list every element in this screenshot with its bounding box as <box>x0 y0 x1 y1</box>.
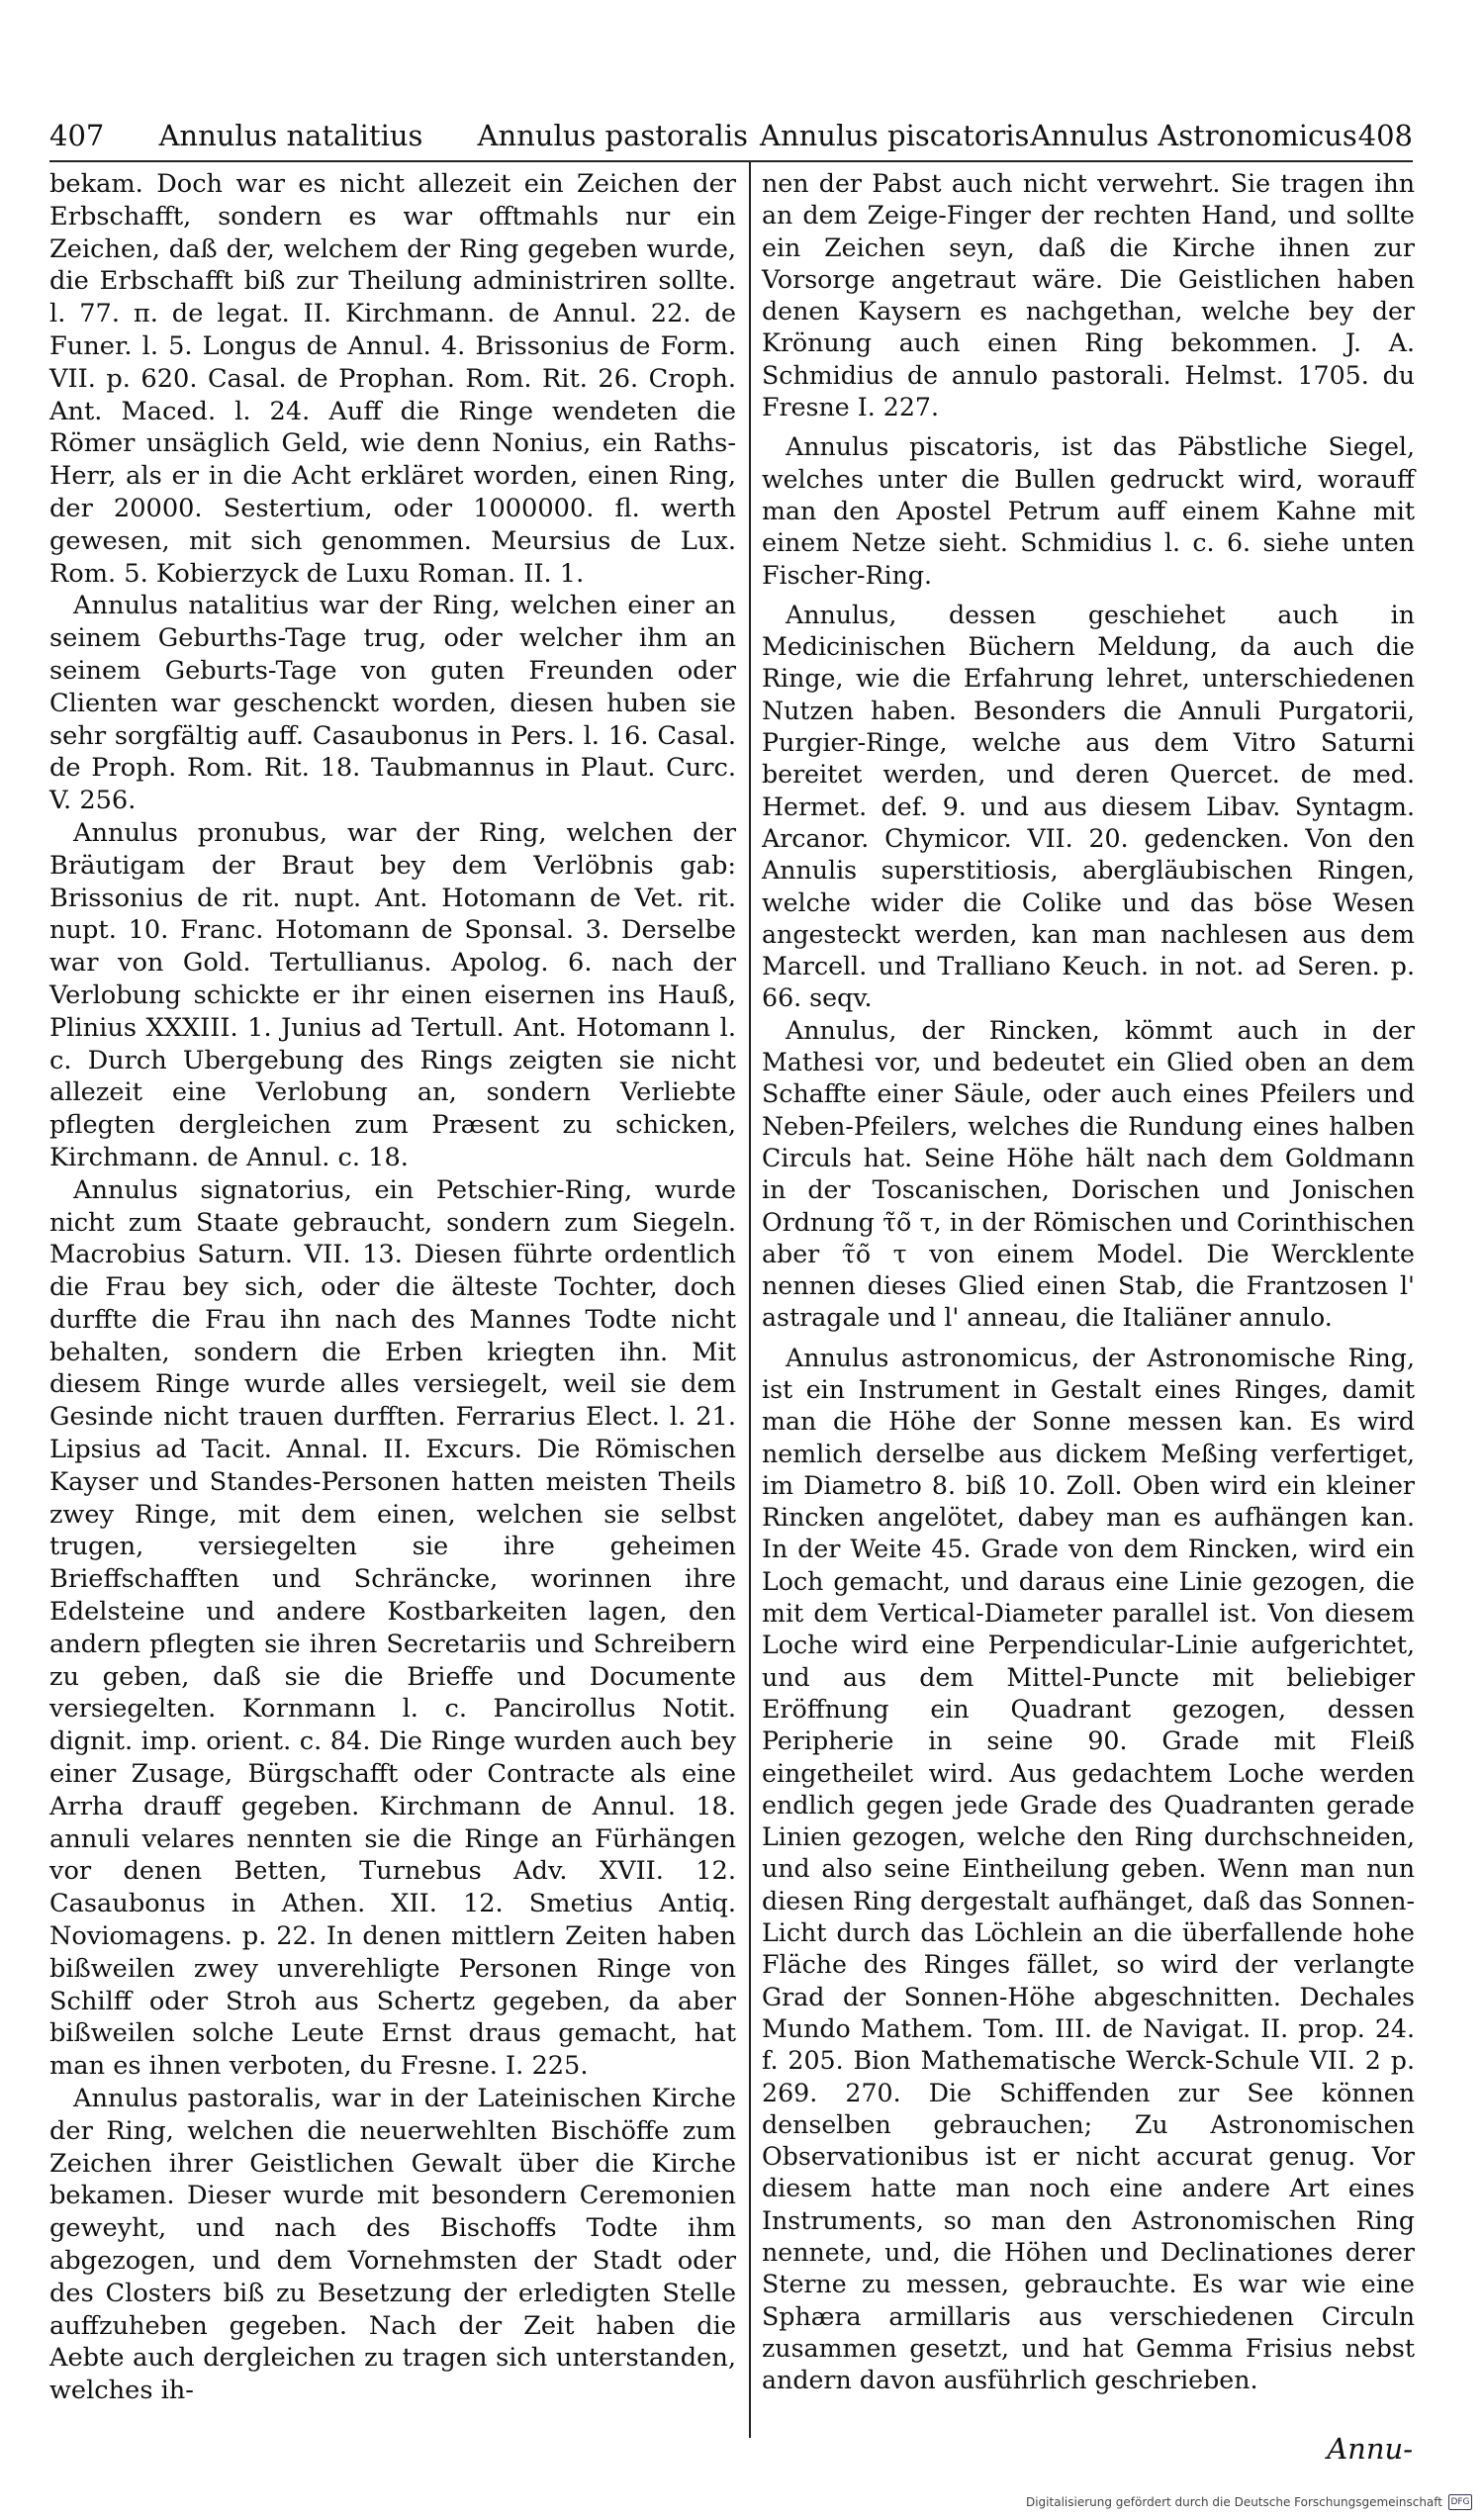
paragraph-annulus-rincken: Annulus, der Rincken, kömmt auch in der Mathesi vor, und bedeutet ein Glied oben an dem Schaffte einer Säule, oder auch eines Pfeilers und Neben-Pfeilers, welches die Rundung eines halben Circuls hat. Seine Höhe hält nach dem Goldmann in der Toscanischen, Dorischen und Jonischen Ordnung τ̃ο̃ τ, in der Römischen und Corinthischen aber τ̃ο̃ τ von einem Model. Die Wercklente nennen dieses Glied einen Stab, die Frantzosen l' astragale und l' anneau, die Italiäner annulo. <box>762 1015 1415 1333</box>
header-title-astronomicus: Annulus Astronomicus <box>1030 119 1357 152</box>
dfg-logo-icon: DFG <box>1448 2494 1472 2510</box>
right-column <box>762 168 1415 2396</box>
left-column <box>49 168 736 2407</box>
header-title-piscatoris: Annulus piscatoris <box>760 119 1030 152</box>
paragraph-annulus-signatorius: Annulus signatorius, ein Petschier-Ring, wurde nicht zum Staate gebraucht, sondern zum Siegeln. Macrobius Saturn. VII. 13. Diesen führte ordentlich die Frau bey sich, oder die älteste Tochter, doch durffte die Frau ihn nach des Mannes Todte nicht behalten, sondern die Erben kriegten ihn. Mit diesem Ringe wurde alles versiegelt, weil sie dem Gesinde nicht trauen durfften. Ferrarius Elect. l. 21. Lipsius ad Tacit. Annal. II. Excurs. Die Römischen Kayser und Standes-Personen hatten meisten Theils zwey Ringe, mit dem einen, welchen sie selbst trugen, versiegelten sie ihre geheimen Brieffschafften und Schräncke, worinnen ihre Edelsteine und andere Kostbarkeiten lagen, den andern pflegten sie ihren Secretariis und Schreibern zu geben, daß sie die Brieffe und Documente versiegelten. Kornmann l. c. Pancirollus Notit. dignit. imp. orient. c. 84. Die Ringe wurden auch bey einer Zusage, Bürgschafft oder Contracte als eine Arrha drauff gegeben. Kirchmann de Annul. 18. annuli velares nennten sie die Ringe an Fürhängen vor denen Betten, Turnebus Adv. XVII. 12. Casaubonus in Athen. XII. 12. Smetius Antiq. Noviomagens. p. 22. In denen mittlern Zeiten haben bißweilen zwey unverehligte Personen Ringe von Schilff oder Stroh aus Schertz gegeben, da aber bißweilen solche Leute Ernst draus gemacht, hat man es ihnen verboten, du Fresne. I. 225. <box>49 1174 736 2082</box>
paragraph-annulus-pastoralis: Annulus pastoralis, war in der Lateinischen Kirche der Ring, welchen die neuerwehlten Bischöffe zum Zeichen ihrer Geistlichen Gewalt über die Kirche bekamen. Dieser wurde mit besondern Ceremonien geweyht, und nach des Bischoffs Todte ihm abgezogen, und dem Vornehmsten der Stadt oder des Closters biß zu Besetzung der erledigten Stelle auffzuheben gegeben. Nach der Zeit haben die Aebte auch dergleichen zu tragen sich unterstanden, welches ih- <box>49 2084 736 2406</box>
paragraph-annulus-piscatoris: Annulus piscatoris, ist das Päbstliche Siegel, welches unter die Bullen gedruckt wird, worauff man den Apostel Petrum auff einem Kahne mit einem Netze sieht. Schmidius l. c. 6. siehe unten Fischer-Ring. <box>762 432 1415 590</box>
paragraph-annulus-pronubus: Annulus pronubus, war der Ring, welchen der Bräutigam der Braut bey dem Verlöbnis gab: Brissonius de rit. nupt. Ant. Hotomann de Vet. rit. nupt. 10. Franc. Hotomann de Sponsal. 3. Derselbe war von Gold. Tertullianus. Apolog. 6. nach der Verlobung schickte er ihr einen eisernen ins Hauß, Plinius XXXIII. 1. Junius ad Tertull. Ant. Hotomann l. c. Durch Ubergebung des Rings zeigten sie nicht allezeit eine Verlobung an, sondern Verliebte pflegten dergleichen zum Præsent zu schicken, Kirchmann. de Annul. c. 18. <box>49 817 736 1172</box>
paragraph-pastoralis-continued: nen der Pabst auch nicht verwehrt. Sie tragen ihn an dem Zeige-Finger der rechten Hand, und sollte ein Zeichen seyn, daß die Kirche ihnen zur Vorsorge angetraut wäre. Die Geistlichen haben denen Kaysern es nachgethan, welche bey der Krönung auch einen Ring bekommen. J. A. Schmidius de annulo pastorali. Helmst. 1705. du Fresne I. 227. <box>762 169 1415 422</box>
running-header-left <box>49 111 748 160</box>
running-header-right <box>760 111 1413 160</box>
catchword: Annu- <box>1327 2432 1413 2466</box>
header-title-pastoralis: Annulus pastoralis <box>477 119 748 152</box>
footer-credit: Digitalisierung gefördert durch die Deutsche Forschungsgemeinschaft <box>1025 2495 1442 2509</box>
digitization-footer <box>1026 2494 1472 2510</box>
page-number-right: 408 <box>1357 119 1413 152</box>
paragraph-annulus-medicinisch: Annulus, dessen geschiehet auch in Medicinischen Büchern Meldung, da auch die Ringe, wie die Erfahrung lehret, unterschiedenen Nutzen haben. Besonders die Annuli Purgatorii, Purgier-Ringe, welche aus dem Vitro Saturni bereitet werden, und deren Quercet. de med. Hermet. def. 9. und aus diesem Libav. Syntagm. Arcanor. Chymicor. VII. 20. gedencken. Von den Annulis superstitiosis, abergläubischen Ringen, welche wider die Colike und das böse Wesen angesteckt werden, kan man nachlesen aus dem Marcell. und Tralliano Keuch. in not. ad Seren. p. 66. seqv. <box>762 600 1415 1013</box>
header-rule <box>49 160 1413 162</box>
page-number-left: 407 <box>49 119 105 152</box>
paragraph-erbschafft: bekam. Doch war es nicht allezeit ein Zeichen der Erbschafft, sondern es war offtmahls nur ein Zeichen, daß der, welchem der Ring gegeben wurde, die Erbschafft biß zur Theilung administriren sollte. l. 77. π. de legat. II. Kirchmann. de Annul. 22. de Funer. l. 5. Longus de Annul. 4. Brissonius de Form. VII. p. 620. Casal. de Prophan. Rom. Rit. 26. Croph. Ant. Maced. l. 24. Auff die Ringe wendeten die Römer unsäglich Geld, wie denn Nonius, ein Raths-Herr, als er in die Acht erkläret worden, einen Ring, der 20000. Sestertium, oder 1000000. fl. werth gewesen, mit sich genommen. Meursius de Lux. Rom. 5. Kobierzyck de Luxu Roman. II. 1. <box>49 169 736 589</box>
paragraph-annulus-natalitius: Annulus natalitius war der Ring, welchen einer an seinem Geburths-Tage trug, oder welcher ihm an seinem Geburts-Tage von guten Freunden oder Clienten war geschenckt worden, diesen huben sie sehr sorgfältig auff. Casaubonus in Pers. l. 16. Casal. de Proph. Rom. Rit. 18. Taubmannus in Plaut. Curc. V. 256. <box>49 591 736 816</box>
header-title-natalitius: Annulus natalitius <box>158 119 423 152</box>
column-divider <box>749 162 751 2438</box>
paragraph-annulus-astronomicus: Annulus astronomicus, der Astronomische Ring, ist ein Instrument in Gestalt eines Ringes, damit man die Höhe der Sonne messen kan. Es wird nemlich derselbe aus dickem Meßing verfertiget, im Diametro 8. biß 10. Zoll. Oben wird ein kleiner Rincken angelötet, dabey man es aufhängen kan. In der Weite 45. Grade von dem Rincken, wird ein Loch gemacht, und daraus eine Linie gezogen, die mit dem Vertical-Diameter parallel ist. Von diesem Loche wird eine Perpendicular-Linie aufgerichtet, und aus dem Mittel-Puncte mit beliebiger Eröffnung ein Quadrant gezogen, dessen Peripherie in seine 90. Grade mit Fleiß eingetheilet wird. Aus gedachtem Loche werden endlich gegen jede Grade des Quadranten gerade Linien gezogen, welche den Ring durchschneiden, und also seine Eintheilung geben. Wenn man nun diesen Ring dergestalt aufhänget, daß das Sonnen-Licht durch das Löchlein an die überfallende hohe Fläche des Ringes fället, so wird der verlangte Grad der Sonnen-Höhe abgeschnitten. Dechales Mundo Mathem. Tom. III. de Navigat. II. prop. 24. f. 205. Bion Mathematische Werck-Schule VII. 2 p. 269. 270. Die Schiffenden zur See können denselben gebrauchen; Zu Astronomischen Observationibus ist er nicht accurat genug. Vor diesem hatte man noch eine andere Art eines Instruments, so man den Astronomischen Ring nennete, und, die Höhen und Declinationes derer Sterne zu messen, gebrauchte. Es war wie eine Sphæra armillaris aus verschiedenen Circuln zusammen gesetzt, und hat Gemma Frisius nebst andern davon ausführlich geschrieben. <box>762 1343 1415 2395</box>
